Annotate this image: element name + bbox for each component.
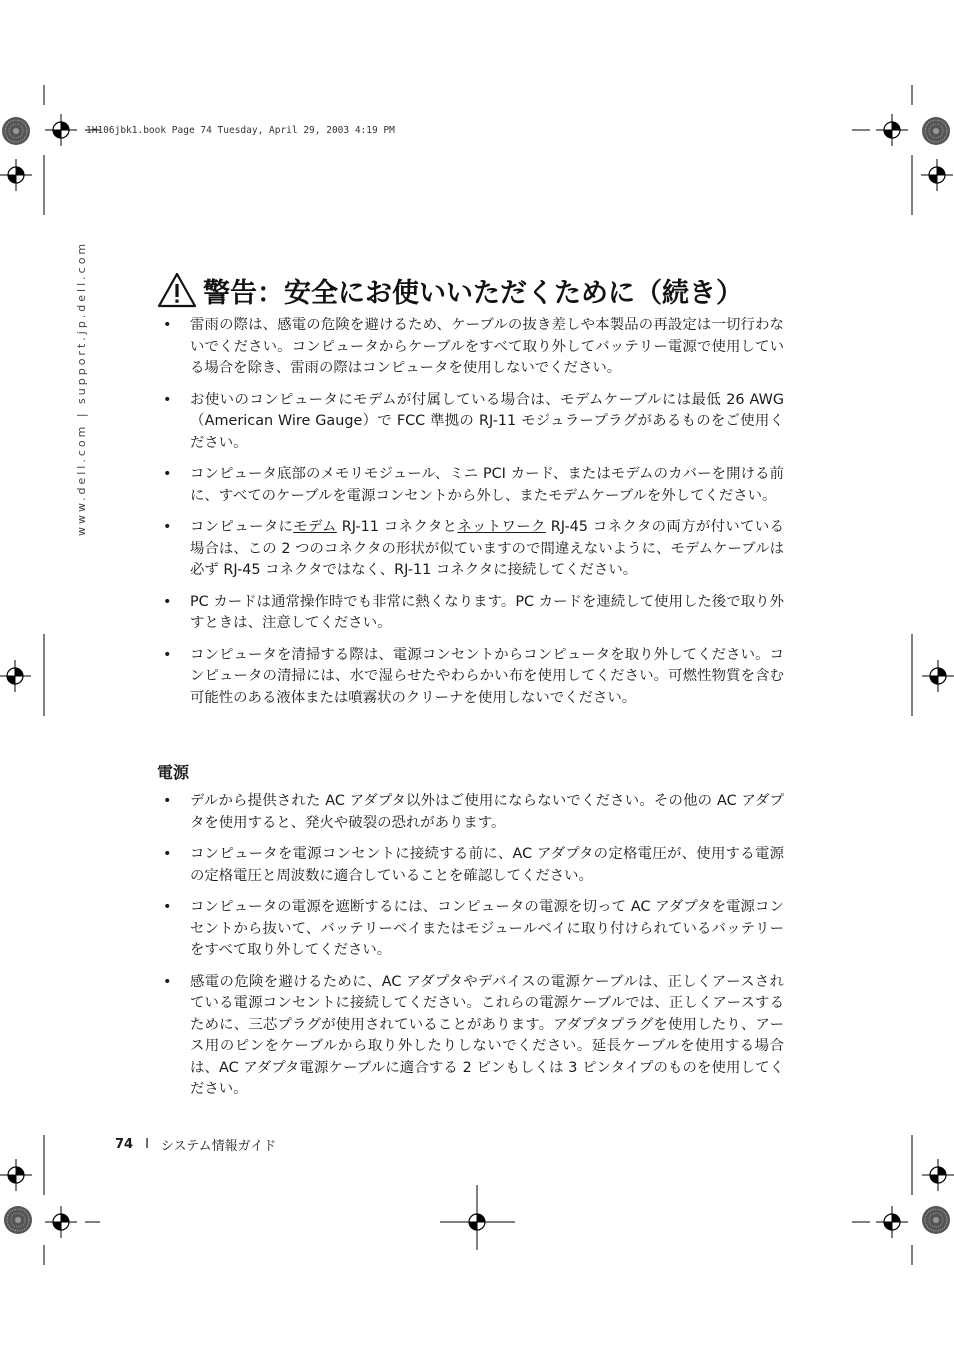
list-item [160,844,784,887]
list-item [160,645,784,710]
bullet: • [163,317,172,333]
file-header: 1H106jbk1.book Page 74 Tuesday, April 29, 2003 4:19 PM [86,125,395,136]
list-item [160,592,784,635]
list-item [160,315,784,380]
warning-triangle-icon [157,272,197,308]
list-item-text: コンピュータを清掃する際は、電源コンセントからコンピュータを取り外してください。コンピュータの清掃には、水で湿らせたやわらかい布を使用してください。可燃性物質を含む可能性のある液体または噴霧状のクリーナを使用しないでください。 [190,646,784,706]
network-term: ネットワーク [457,519,546,535]
list-item [160,390,784,455]
page-heading [157,268,743,312]
page-title: 警告：安全にお使いいただくために（続き） [203,277,743,309]
list-item-text: デルから提供された AC アダプタ以外はご使用にならないでください。その他の AC アダプタを使用すると、発火や破裂の恐れがあります。 [190,793,784,831]
list-item [160,897,784,962]
bullet: • [163,466,172,482]
bullet: • [163,846,172,862]
list-item-text: お使いのコンピュータにモデムが付属している場合は、モデムケーブルには最低 26 AWG（American Wire Gauge）で FCC 準拠の RJ-11 モジュラープラグがあるものをご使用ください。 [190,391,784,451]
list-item-text: 雷雨の際は、感電の危険を避けるため、ケーブルの抜き差しや本製品の再設定は一切行わないでください。コンピュータからケーブルをすべて取り外してバッテリー電源で使用している場合を除き、雷雨の際はコンピュータを使用しないでください。 [190,317,784,376]
list-item [160,972,784,1101]
list-item [160,517,784,582]
bullet: • [163,973,172,990]
bullet: • [163,793,172,809]
bullet: • [163,646,172,663]
list-item [160,464,784,507]
bullet: • [163,593,172,610]
side-url: www.dell.com | support.jp.dell.com [75,240,88,536]
list-item [160,791,784,834]
warning-list [160,315,784,719]
page-footer [115,1135,276,1154]
bullet: • [163,899,172,915]
list-item-text: PC カードは通常操作時でも非常に熱くなります。PC カードを連続して使用した後で取り外すときは、注意してください。 [190,593,784,631]
bullet: • [163,391,172,408]
bullet: • [163,519,172,535]
list-item-text: コンピュータを電源コンセントに接続する前に、AC アダプタの定格電圧が、使用する電源の定格電圧と周波数に適合していることを確認してください。 [190,846,784,884]
page-number: 74 [115,1137,134,1152]
footer-title: システム情報ガイド [160,1139,277,1154]
list-item-text: コンピュータ底部のメモリモジュール、ミニ PCI カード、またはモデムのカバーを開ける前に、すべてのケーブルを電源コンセントから外し、またモデムケーブルを外してください。 [190,466,784,504]
list-item-text: コンピュータにモデム RJ-11 コネクタとネットワーク RJ-45 コネクタの両方が付いている場合は、この 2 つのコネクタの形状が似ていますので間違えないように、モデムケーブルは必ず RJ-45 コネクタではなく、RJ-11 コネクタに接続してください。 [190,519,784,578]
modem-term: モデム [293,519,337,535]
section-heading: 電源 [157,763,190,782]
footer-separator: I [145,1137,149,1152]
list-item-text: 感電の危険を避けるために、AC アダプタやデバイスの電源ケーブルは、正しくアースされている電源コンセントに接続してください。これらの電源ケーブルでは、正しくアースするために、三芯プラグが使用されていることがあります。アダプタプラグを使用したり、アース用のピンをケーブルから取り外したりしないでください。延長ケーブルを使用する場合は、AC アダプタ電源ケーブルに適合する 2 ピンもしくは 3 ピンタイプのものを使用してください。 [190,973,784,1097]
list-item-text: コンピュータの電源を遮断するには、コンピュータの電源を切って AC アダプタを電源コンセントから抜いて、バッテリーベイまたはモジュールベイに取り付けられているバッテリーをすべて取り外してください。 [190,899,784,958]
power-list [160,791,784,1111]
